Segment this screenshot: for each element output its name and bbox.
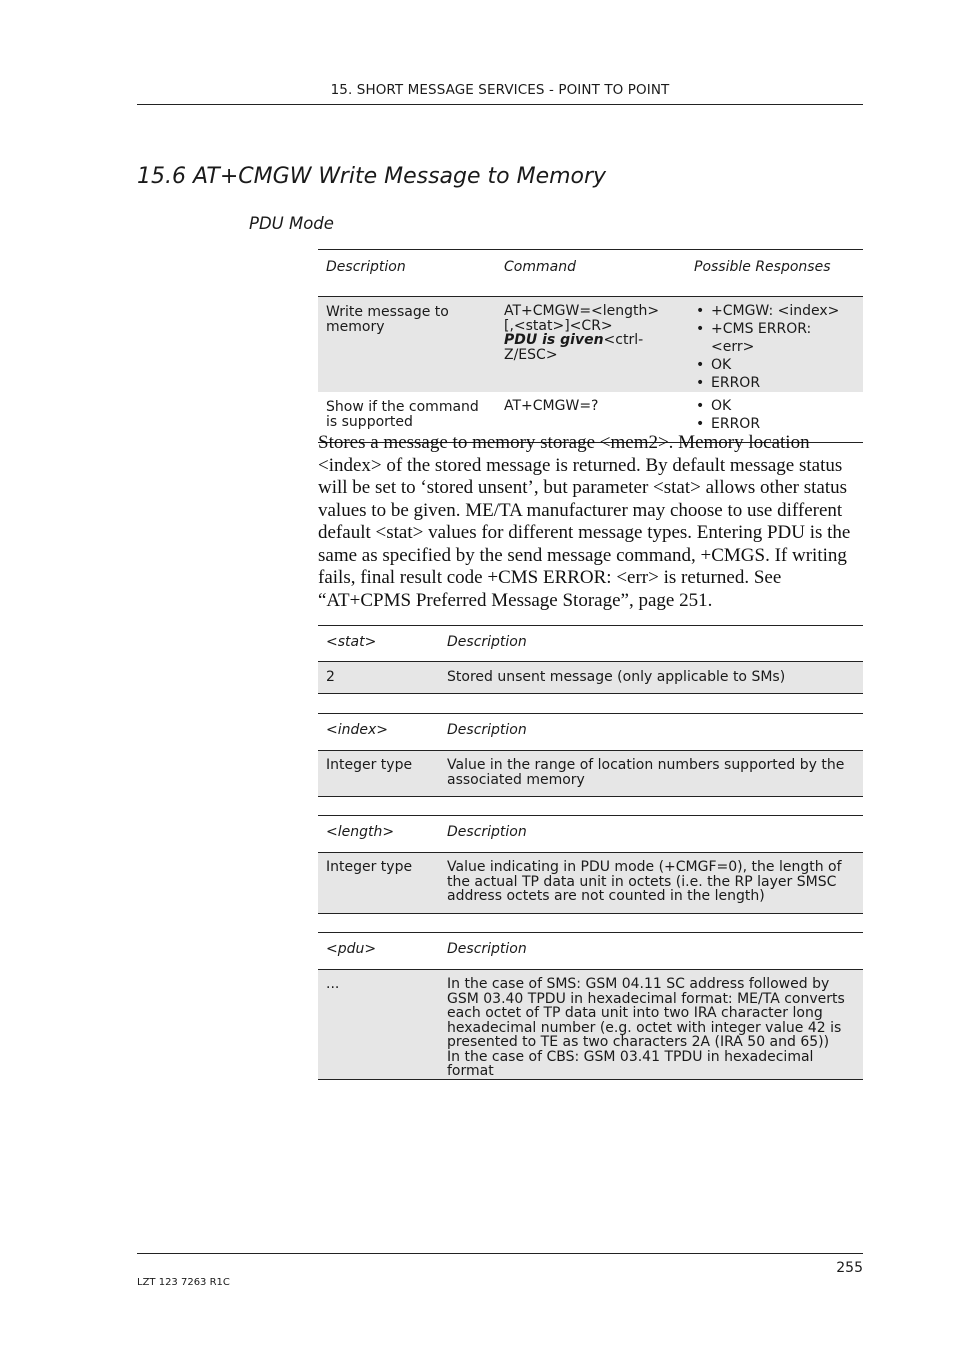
command-line: AT+CMGW=<length> — [504, 303, 660, 319]
param-value: ... — [318, 970, 439, 1080]
stat-param-table — [318, 625, 863, 694]
col-header-responses: Possible Responses — [686, 250, 863, 297]
param-value: 2 — [318, 662, 439, 694]
param-description: Value in the range of location numbers supported by the associated memory — [439, 751, 863, 797]
pdu-given-label: PDU is given — [504, 332, 604, 348]
response-item: • OK — [694, 397, 855, 415]
pdu-param-table — [318, 932, 863, 1080]
ctrl-z-label: <ctrl-Z/ESC> — [504, 332, 644, 363]
table-row — [318, 662, 863, 694]
param-description-header: Description — [439, 714, 863, 751]
response-item: • OK — [694, 356, 855, 374]
param-value: Integer type — [318, 853, 439, 914]
footer-rule — [137, 1253, 863, 1254]
pdu-description-cbs: In the case of CBS: GSM 03.41 TPDU in hexadecimal format — [447, 1048, 814, 1079]
response-item: • ERROR — [694, 374, 855, 392]
param-description: Value indicating in PDU mode (+CMGF=0), the length of the actual TP data unit in octets (i.e. the RP layer SMSC address octets are not counted in the length) — [439, 853, 863, 914]
param-description-header: Description — [439, 626, 863, 662]
param-description-header: Description — [439, 816, 863, 853]
table-row — [318, 970, 863, 1080]
index-param-table — [318, 713, 863, 797]
command-table-header — [318, 250, 863, 297]
response-item: • +CMGW: <index> — [694, 302, 855, 320]
section-title: 15.6 AT+CMGW Write Message to Memory — [137, 164, 607, 189]
row-description: Write message to memory — [318, 297, 496, 393]
row-responses — [686, 297, 863, 393]
pdu-description-sms: In the case of SMS: GSM 04.11 SC address followed by GSM 03.40 TPDU in hexadecimal format: ME/TA converts each octet of TP data unit into two IRA character long hexadecimal number (e.g. octet with integer value 42 is presented to TE as two characters 2A (IRA 50 and 65)) — [447, 976, 845, 1050]
param-value: Integer type — [318, 751, 439, 797]
length-param-table — [318, 815, 863, 914]
command-table — [318, 249, 863, 443]
command-line — [504, 333, 678, 362]
page-number: 255 — [836, 1260, 863, 1276]
param-description: Stored unsent message (only applicable to SMs) — [439, 662, 863, 694]
response-item: • +CMS ERROR: <err> — [694, 320, 855, 356]
table-row — [318, 853, 863, 914]
running-header: 15. SHORT MESSAGE SERVICES - POINT TO POINT — [330, 82, 670, 98]
header-rule — [137, 104, 863, 105]
row-command: AT+CMGW=? — [496, 392, 686, 443]
response-item: • ERROR — [694, 415, 855, 433]
row-command — [496, 297, 686, 393]
col-header-description: Description — [318, 250, 496, 297]
table-row — [318, 297, 863, 393]
param-header: <pdu> — [318, 933, 439, 970]
document-number: LZT 123 7263 R1C — [137, 1277, 230, 1288]
param-description-header: Description — [439, 933, 863, 970]
param-description — [439, 970, 863, 1080]
param-header: <length> — [318, 816, 439, 853]
row-description: Show if the command is supported — [318, 392, 496, 443]
section-subtitle: PDU Mode — [249, 214, 334, 233]
command-line: [,<stat>]<CR> — [504, 317, 613, 334]
param-header: <stat> — [318, 626, 439, 662]
param-header: <index> — [318, 714, 439, 751]
col-header-command: Command — [496, 250, 686, 297]
body-paragraph: Stores a message to memory storage <mem2>. Memory location <index> of the stored message is returned. By default message status will be set to ‘stored unsent’, but parameter <stat> allows other status values to be given. ME/TA manufacturer may choose to use different default <stat> values for different message types. Entering PDU is the same as specified by the send message command, +CMGS. If writing fails, final result code +CMS ERROR: <err> is returned. See “AT+CPMS Preferred Message Storage”, page 251. — [318, 432, 851, 611]
table-row — [318, 751, 863, 797]
